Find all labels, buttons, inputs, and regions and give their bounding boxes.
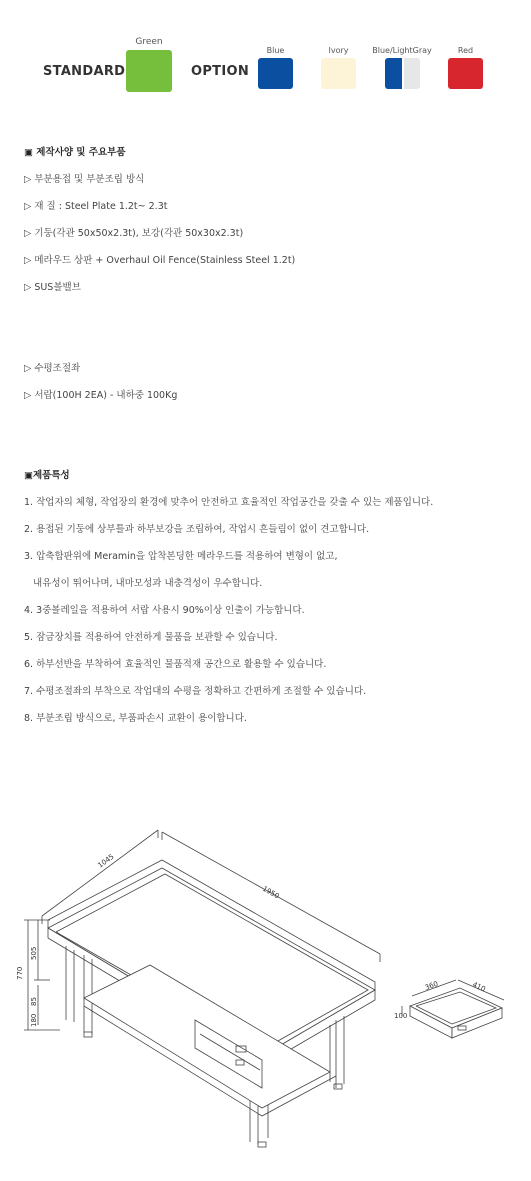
workbench-drawing [0, 820, 531, 1181]
option-blue-lightgray-name: Blue/LightGray [372, 46, 432, 55]
option-ivory-name: Ivory [328, 46, 349, 55]
feature-item: 8. 부분조립 방식으로, 부품파손시 교환이 용이합니다. [24, 713, 247, 724]
feature-item: 5. 잠금장치를 적용하여 안전하게 물품을 보관할 수 있습니다. [24, 632, 278, 643]
spec-item: ▷ 부분용접 및 부분조립 방식 [24, 174, 145, 185]
option-blue-name: Blue [266, 46, 285, 55]
standard-label: STANDARD [43, 64, 126, 79]
option-blue-swatch [258, 58, 293, 89]
feature-item: 내유성이 뛰어나며, 내마모성과 내충격성이 우수합니다. [24, 578, 263, 589]
option-ivory-swatch [321, 58, 356, 89]
feature-item: 6. 하부선반을 부착하여 효율적인 물품적재 공간으로 활용할 수 있습니다. [24, 659, 327, 670]
features-heading: ▣제품특성 [24, 470, 70, 481]
feature-item: 1. 작업자의 체형, 작업장의 환경에 맞추어 안전하고 효율적인 작업공간을 갖출 수 있는 제품입니다. [24, 497, 434, 508]
spec-item: ▷ 메라우드 상판 + Overhaul Oil Fence(Stainless Steel 1.2t) [24, 255, 296, 266]
dim-depth: 1045 [96, 852, 116, 870]
standard-color-name: Green [135, 37, 163, 47]
feature-item: 4. 3중볼레일을 적용하여 서랍 사용시 90%이상 인출이 가능합니다. [24, 605, 305, 616]
dim-lower-b: 85 [30, 997, 38, 1006]
dim-drawer-width: 410 [471, 980, 487, 994]
spec-item: ▷ 기둥(각관 50x50x2.3t), 보강(각관 50x30x2.3t) [24, 228, 244, 239]
spec-item: ▷ 재 질 : Steel Plate 1.2t~ 2.3t [24, 201, 168, 212]
feature-item: 7. 수평조절좌의 부착으로 작업대의 수평을 정확하고 간편하게 조절할 수 있습니다. [24, 686, 367, 697]
option-red-name: Red [457, 46, 474, 55]
spec-item: ▷ 서랍(100H 2EA) - 내하중 100Kg [24, 390, 178, 401]
specs-heading: ▣ 제작사양 및 주요부품 [24, 147, 126, 158]
dim-lower-a: 180 [30, 1013, 38, 1027]
dim-length: 1950 [261, 884, 281, 901]
feature-item: 2. 용접된 기둥에 상부틀과 하부보강을 조립하여, 작업시 흔들림이 없이 견고합니다. [24, 524, 370, 535]
standard-color-swatch [126, 50, 172, 92]
feature-item: 3. 압축합판위에 Meramin을 압착본딩한 메라우드를 적용하여 변형이 없고, [24, 551, 338, 562]
option-red-swatch [448, 58, 483, 89]
option-blue-lightgray-swatch [385, 58, 420, 89]
dim-upper: 505 [30, 946, 38, 960]
dim-drawer-depth: 360 [423, 979, 440, 992]
spec-item: ▷ 수평조절좌 [24, 363, 81, 374]
dim-height: 770 [16, 966, 24, 980]
spec-item: ▷ SUS볼밸브 [24, 282, 81, 293]
option-label: OPTION [191, 64, 250, 79]
dim-drawer-height: 100 [394, 1012, 408, 1020]
